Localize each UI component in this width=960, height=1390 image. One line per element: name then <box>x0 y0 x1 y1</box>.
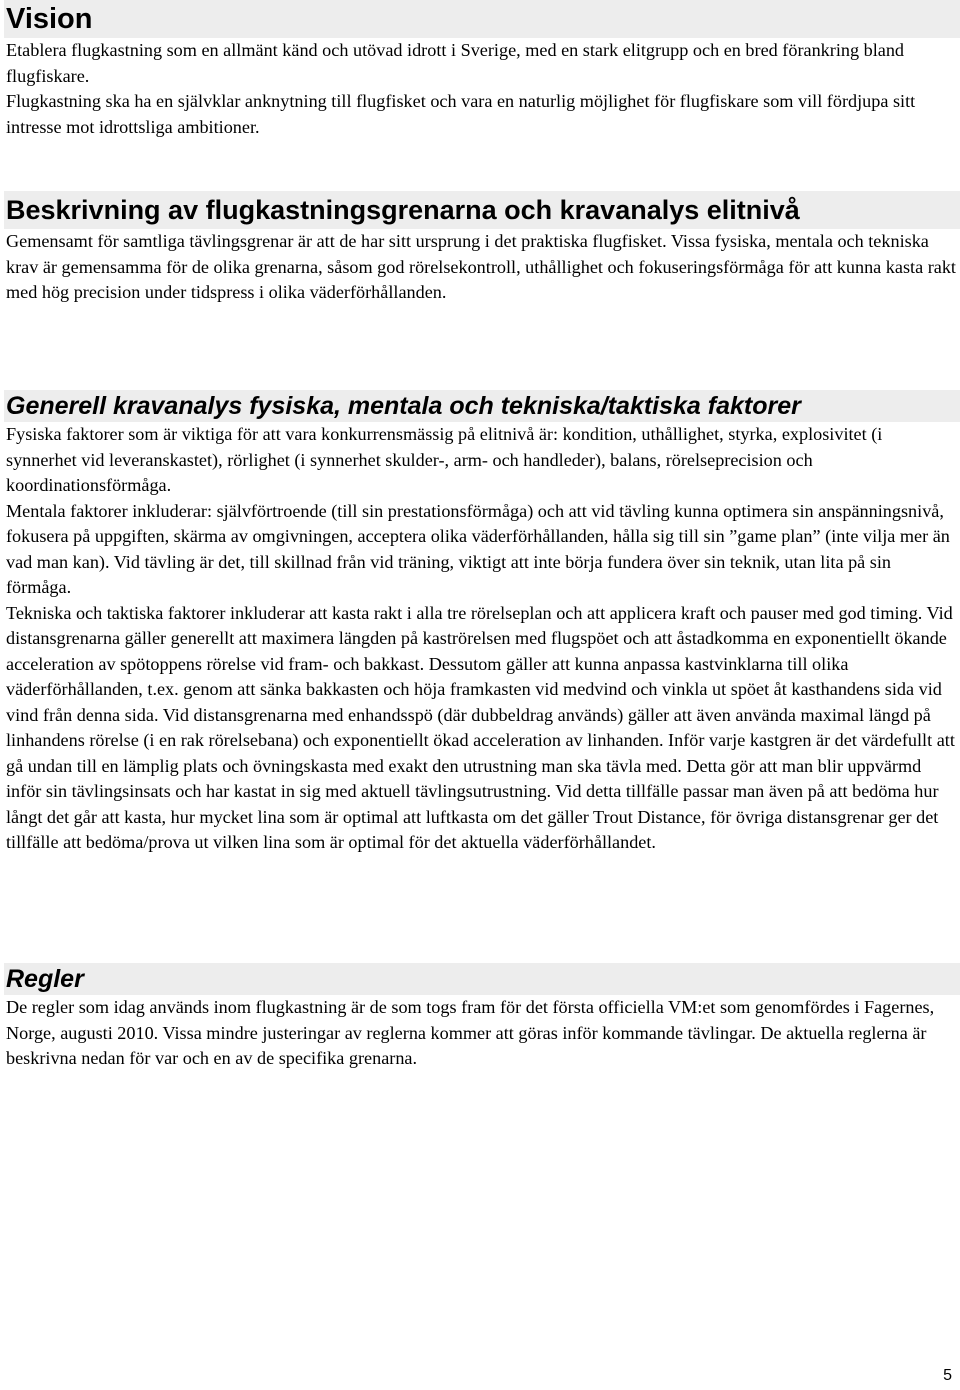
vision-paragraph-1: Etablera flugkastning som en allmänt känd och utövad idrott i Sverige, med en stark elitgrupp och en bred förankring bland flugfiskare. <box>6 40 905 86</box>
vision-heading: Vision <box>4 0 960 38</box>
generell-heading: Generell kravanalys fysiska, mentala och tekniska/taktiska faktorer <box>4 390 960 422</box>
generell-paragraph-fysiska: Fysiska faktorer som är viktiga för att vara konkurrensmässig på elitnivå är: kondition, uthållighet, styrka, explosivitet (i synnerhet vid leveranskastet), rörlighet (i synnerhet skulder-, arm- och handleder), balans, rörelseprecision och koordinationsförmåga. <box>6 424 883 495</box>
vision-section <box>6 38 956 140</box>
regler-paragraph-1: De regler som idag används inom flugkastning är de som togs fram för det första officiella VM:et som genomfördes i Fagernes, Norge, augusti 2010. Vissa mindre justeringar av reglerna kommer att göras inför kommande tävlingar. De aktuella reglerna är beskrivna nedan för var och en av de specifika grenarna. <box>6 997 935 1068</box>
beskrivning-paragraph-1: Gemensamt för samtliga tävlingsgrenar är att de har sitt ursprung i det praktiska flugfisket. Vissa fysiska, mentala och tekniska krav är gemensamma för de olika grenarna, såsom god rörelsekontroll, uthållighet och fokuseringsförmåga för att kunna kasta rakt med hög precision under tidspress i olika väderförhållanden. <box>6 231 956 302</box>
generell-paragraph-mentala: Mentala faktorer inkluderar: självförtroende (till sin prestationsförmåga) och att vid tävling kunna optimera sin anspänningsnivå, fokusera på uppgiften, skärma av omgivningen, acceptera olika väderförhållanden, hålla sig till sin ”game plan” (inte vilja mer än vad man kan). Vid tävling är det, till skillnad från vid träning, viktigt att inte börja fundera över sin teknik, utan lita på sin förmåga. <box>6 500 950 597</box>
regler-section <box>6 995 956 1072</box>
generell-section <box>6 422 956 856</box>
vision-paragraph-2: Flugkastning ska ha en självklar anknytning till flugfisket och vara en naturlig möjlighet för flugfiskare som vill fördjupa sitt intresse mot idrottsliga ambitioner. <box>6 91 916 137</box>
beskrivning-section <box>6 229 956 306</box>
generell-paragraph-tekniska: Tekniska och taktiska faktorer inkluderar att kasta rakt i alla tre rörelseplan och att applicera kraft och pauser med god timing. Vid distansgrenarna gäller generellt att maximera längden på kaströrelsen med flugspöet och att åstadkomma en exponentiellt ökande acceleration av spötoppens rörelse vid fram- och bakkast. Dessutom gäller att kunna anpassa kastvinklarna till olika väderförhållanden, t.ex. genom att sänka bakkasten och höja framkasten vid medvind och vinkla ut spöet åt kasthandens sida vid vind från denna sida. Vid distansgrenarna med enhandsspö (där dubbeldrag används) gäller att även använda maximal längd på linhandens rörelse (i en rak rörelsebana) och exponentiellt ökad acceleration av linhanden. Inför varje kastgren är det värdefullt att gå undan till en lämplig plats och övningskasta med exakt den utrustning man ska tävla med. Detta gör att man blir uppvärmd inför sin tävlingsinsats och har kastat in sig med aktuell tävlingsutrustning. Vid detta tillfälle passar man även på att bedöma hur långt det går att kasta, hur mycket lina som är optimal att luftkasta om det gäller Trout Distance, för övriga distansgrenar ger det tillfälle att bedöma/prova ut vilken lina som är optimal för det aktuella väderförhållandet. <box>6 602 955 852</box>
beskrivning-heading: Beskrivning av flugkastningsgrenarna och kravanalys elitnivå <box>4 191 960 229</box>
page-number: 5 <box>943 1367 952 1384</box>
regler-heading: Regler <box>4 963 960 995</box>
